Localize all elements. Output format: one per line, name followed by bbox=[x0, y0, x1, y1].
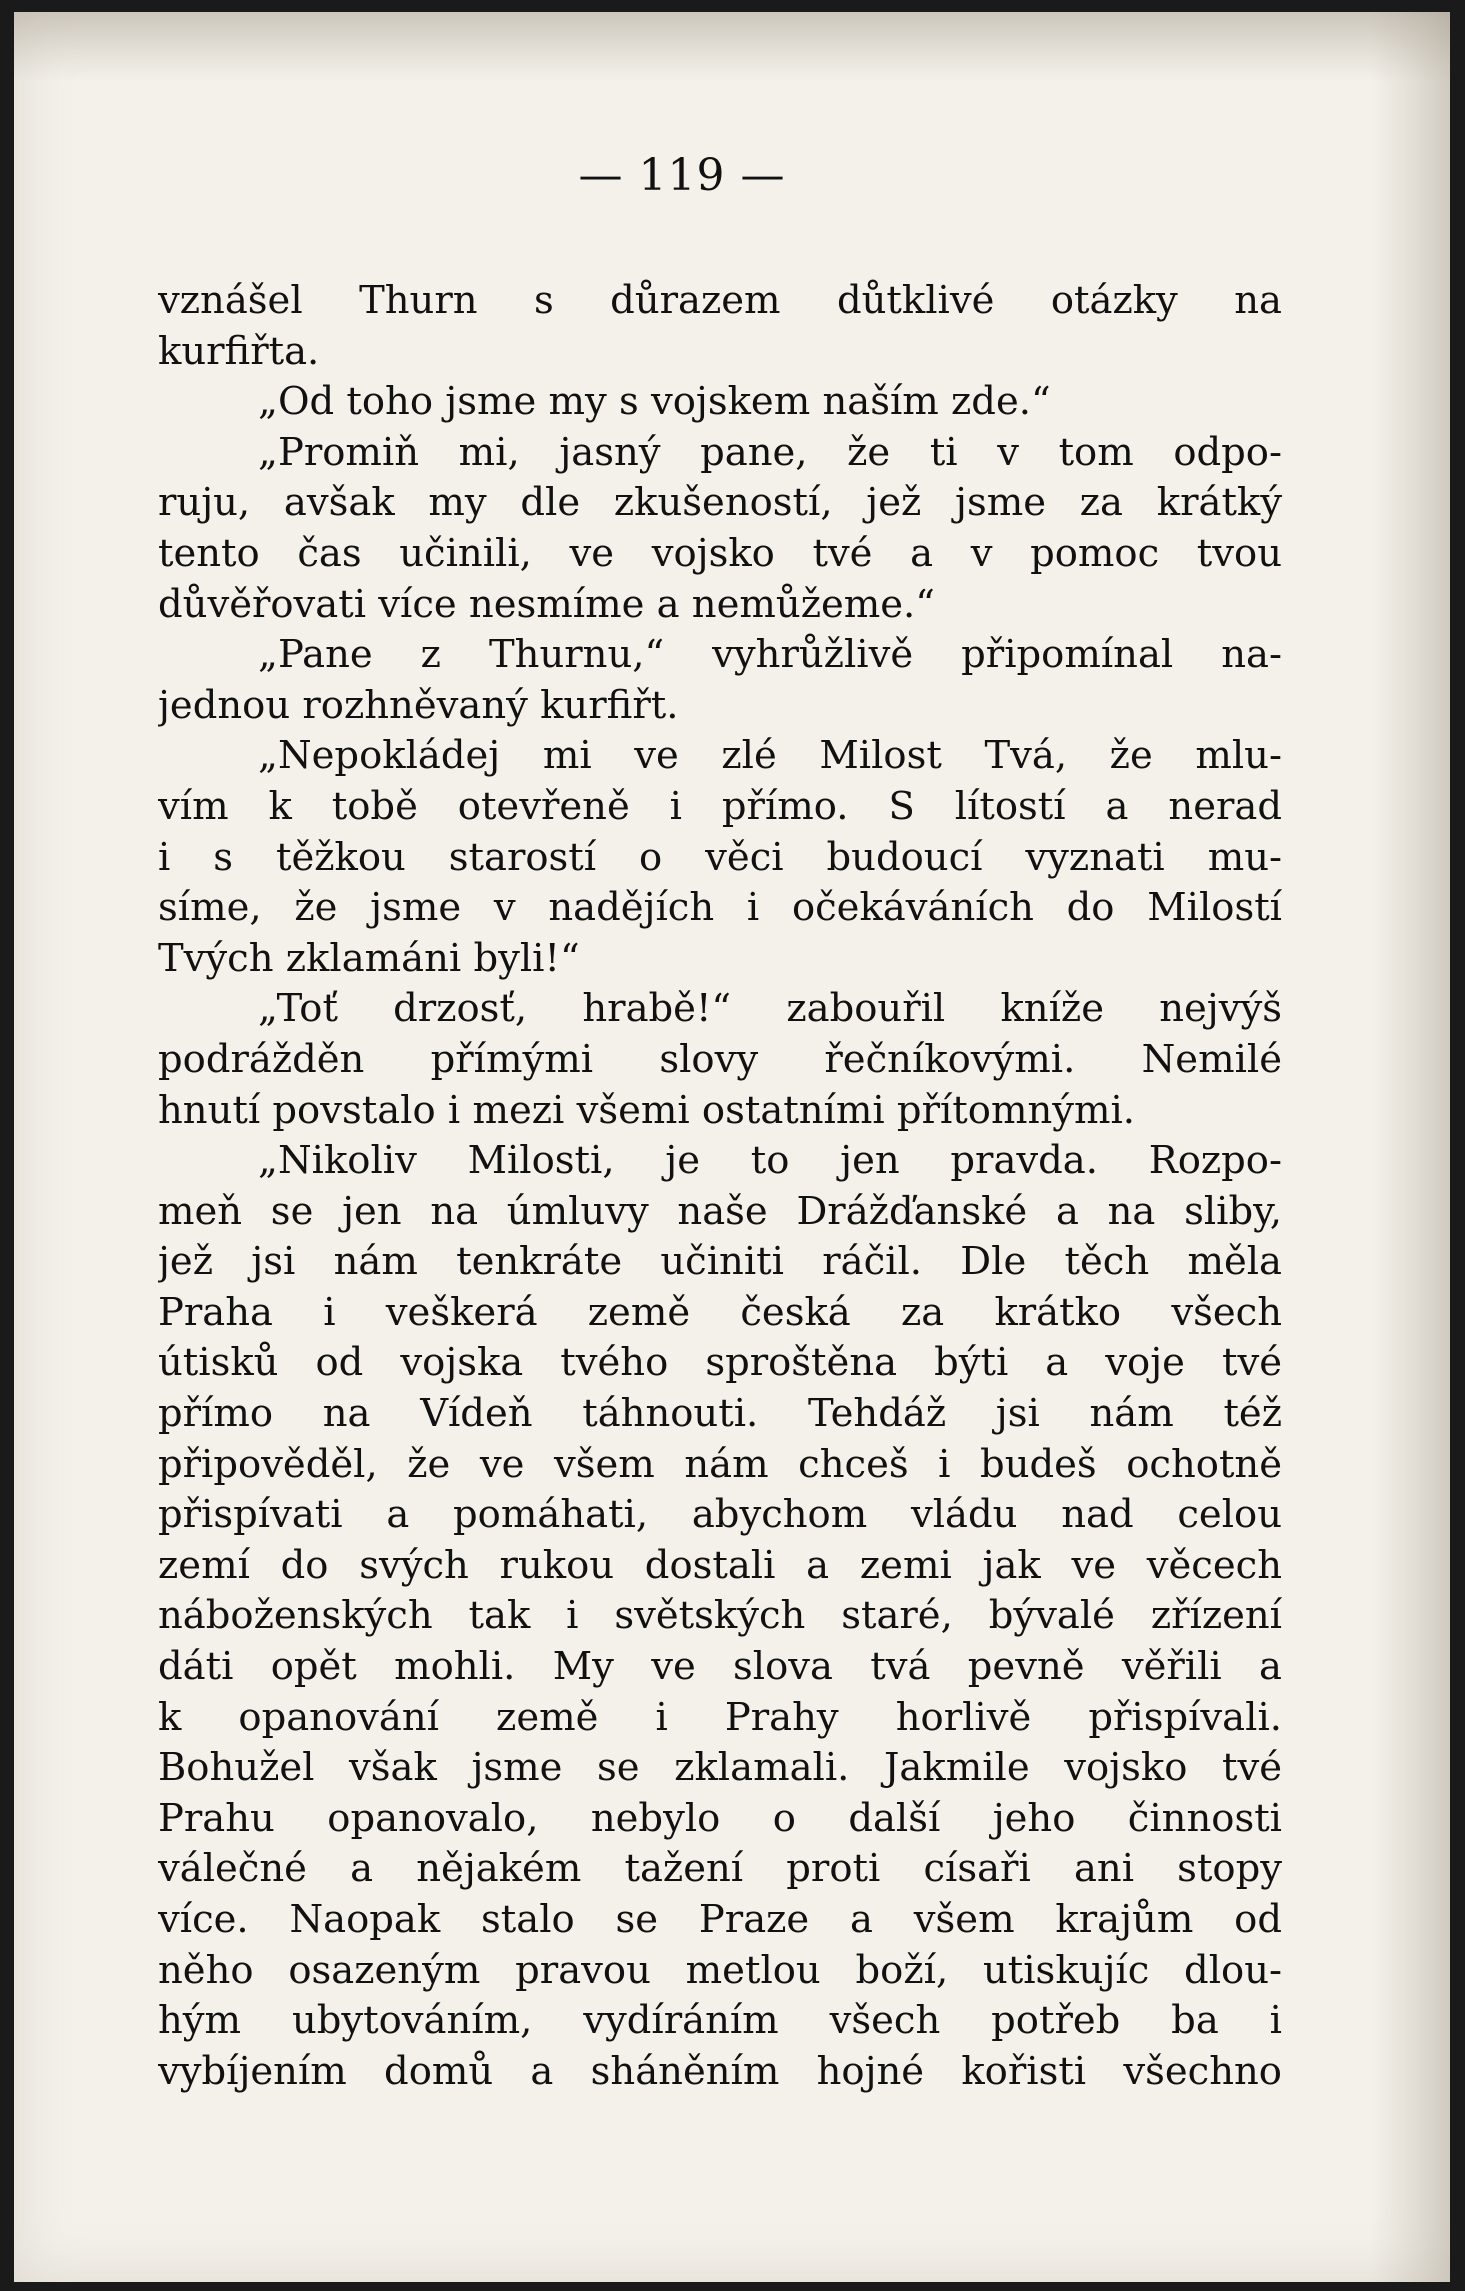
text-line: jež jsi nám tenkráte učiniti ráčil. Dle těch měla bbox=[158, 1239, 1282, 1285]
text-line: „Pane z Thurnu,“ vyhrůžlivě připomínal na- bbox=[258, 632, 1282, 678]
text-line: Praha i veškerá země česká za krátko všech bbox=[158, 1289, 1282, 1335]
text-line: jednou rozhněvaný kurfiřt. bbox=[158, 682, 679, 728]
text-line: k opanování země i Prahy horlivě přispívali. bbox=[158, 1694, 1282, 1740]
text-line: přispívati a pomáhati, abychom vládu nad celou bbox=[158, 1492, 1282, 1538]
text-line: Prahu opanovalo, nebylo o další jeho činnosti bbox=[158, 1795, 1282, 1841]
text-line: i s těžkou starostí o věci budoucí vyznati mu- bbox=[158, 834, 1282, 880]
text-line: hnutí povstalo i mezi všemi ostatními přítomnými. bbox=[158, 1087, 1136, 1133]
text-line: „Od toho jsme my s vojskem naším zde.“ bbox=[258, 379, 1051, 425]
text-line: vznášel Thurn s důrazem důtklivé otázky na bbox=[158, 278, 1282, 323]
text-line: „Nikoliv Milosti, je to jen pravda. Rozpo- bbox=[258, 1138, 1282, 1184]
text-line: meň se jen na úmluvy naše Drážďanské a na sliby, bbox=[158, 1188, 1282, 1234]
text-line: kurfiřta. bbox=[158, 328, 320, 374]
body-text bbox=[158, 276, 1282, 2097]
text-line: podrážděn přímými slovy řečníkovými. Nemilé bbox=[158, 1036, 1282, 1082]
text-line: „Toť drzosť, hrabě!“ zabouřil kníže nejvýš bbox=[258, 986, 1282, 1032]
text-line: přímo na Vídeň táhnouti. Tehdáž jsi nám též bbox=[158, 1391, 1282, 1437]
text-line: tento čas učinili, ve vojsko tvé a v pomoc tvou bbox=[158, 530, 1282, 576]
text-line: Tvých zklamáni byli!“ bbox=[158, 935, 580, 981]
text-line: síme, že jsme v nadějích i očekáváních do Milostí bbox=[158, 885, 1282, 931]
text-line: náboženských tak i světských staré, bývalé zřízení bbox=[158, 1593, 1282, 1639]
text-line: vybíjením domů a sháněním hojné kořisti všechno bbox=[158, 2048, 1282, 2094]
text-line: ruju, avšak my dle zkušeností, jež jsme za krátký bbox=[158, 480, 1282, 526]
text-line: Bohužel však jsme se zklamali. Jakmile vojsko tvé bbox=[158, 1745, 1282, 1791]
page-number: — 119 — bbox=[578, 150, 786, 201]
text-line: válečné a nějakém tažení proti císaři ani stopy bbox=[158, 1846, 1282, 1892]
text-line: vím k tobě otevřeně i přímo. S lítostí a nerad bbox=[158, 783, 1282, 829]
text-line: zemí do svých rukou dostali a zemi jak ve věcech bbox=[158, 1542, 1282, 1588]
text-line: více. Naopak stalo se Praze a všem krajům od bbox=[158, 1897, 1282, 1942]
text-line: něho osazeným pravou metlou boží, utiskujíc dlou- bbox=[158, 1947, 1282, 1993]
text-line: útisků od vojska tvého sproštěna býti a voje tvé bbox=[158, 1340, 1282, 1386]
text-line: „Nepokládej mi ve zlé Milost Tvá, že mlu- bbox=[258, 733, 1282, 779]
text-line: připověděl, že ve všem nám chceš i budeš ochotně bbox=[158, 1441, 1282, 1487]
book-page bbox=[14, 12, 1450, 2282]
text-line: dáti opět mohli. My ve slova tvá pevně věřili a bbox=[158, 1644, 1282, 1690]
text-line: důvěřovati více nesmíme a nemůžeme.“ bbox=[158, 581, 935, 627]
text-line: hým ubytováním, vydíráním všech potřeb ba i bbox=[158, 1998, 1282, 2044]
text-line: „Promiň mi, jasný pane, že ti v tom odpo- bbox=[258, 429, 1282, 475]
